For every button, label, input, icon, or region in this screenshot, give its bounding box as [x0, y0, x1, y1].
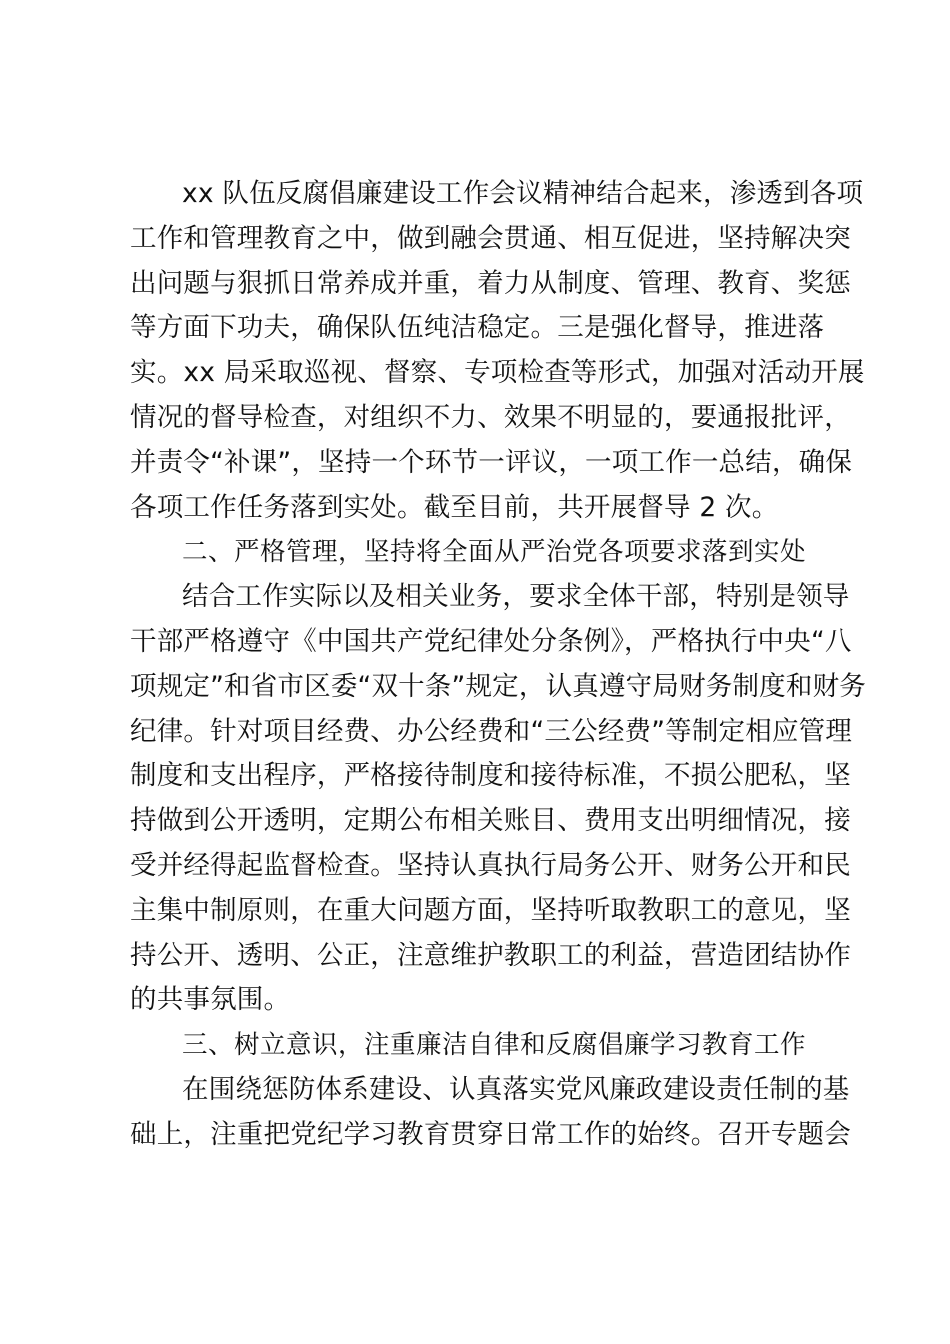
text-line: 出问题与狠抓日常养成并重，着力从制度、管理、教育、奖惩	[130, 267, 851, 299]
text-line: 主集中制原则，在重大问题方面，坚持听取教职工的意见，坚	[130, 894, 851, 926]
text-line: 的共事氛围。	[130, 984, 291, 1016]
text-line: 础上，注重把党纪学习教育贯穿日常工作的始终。召开专题会	[130, 1118, 851, 1150]
text-line: 干部严格遵守《中国共产党纪律处分条例》，严格执行中央“八	[130, 625, 852, 657]
text-line: 各项工作任务落到实处。截至目前，共开展督导 2 次。	[130, 491, 779, 523]
text-line: 持做到公开透明，定期公布相关账目、费用支出明细情况，接	[130, 805, 851, 837]
text-line: 制度和支出程序，严格接待制度和接待标准，不损公肥私，坚	[130, 760, 851, 792]
document-body	[130, 172, 866, 1158]
section-heading: 三、树立意识，注重廉洁自律和反腐倡廉学习教育工作	[182, 1030, 807, 1061]
text-line: 实。xx 局采取巡视、督察、专项检查等形式，加强对活动开展	[130, 357, 865, 389]
text-line: 工作和管理教育之中，做到融会贯通、相互促进，坚持解决突	[130, 222, 851, 254]
text-line: 在围绕惩防体系建设、认真落实党风廉政建设责任制的基	[182, 1073, 850, 1105]
text-line: 受并经得起监督检查。坚持认真执行局务公开、财务公开和民	[130, 849, 851, 881]
text-line: 结合工作实际以及相关业务，要求全体干部，特别是领导	[182, 581, 850, 613]
text-line: 纪律。针对项目经费、办公经费和“三公经费”等制定相应管理	[130, 715, 853, 747]
text-line: xx 队伍反腐倡廉建设工作会议精神结合起来，渗透到各项	[182, 178, 864, 209]
section-heading: 二、严格管理，坚持将全面从严治党各项要求落到实处	[182, 537, 807, 568]
text-line: 项规定”和省市区委“双十条”规定，认真遵守局财务制度和财务	[130, 670, 866, 702]
text-line: 并责令“补课”，坚持一个环节一评议，一项工作一总结，确保	[130, 446, 853, 478]
text-line: 等方面下功夫，确保队伍纯洁稳定。三是强化督导，推进落	[130, 312, 825, 344]
text-line: 持公开、透明、公正，注意维护教职工的利益，营造团结协作	[130, 939, 851, 971]
text-line: 情况的督导检查，对组织不力、效果不明显的，要通报批评，	[130, 401, 851, 433]
